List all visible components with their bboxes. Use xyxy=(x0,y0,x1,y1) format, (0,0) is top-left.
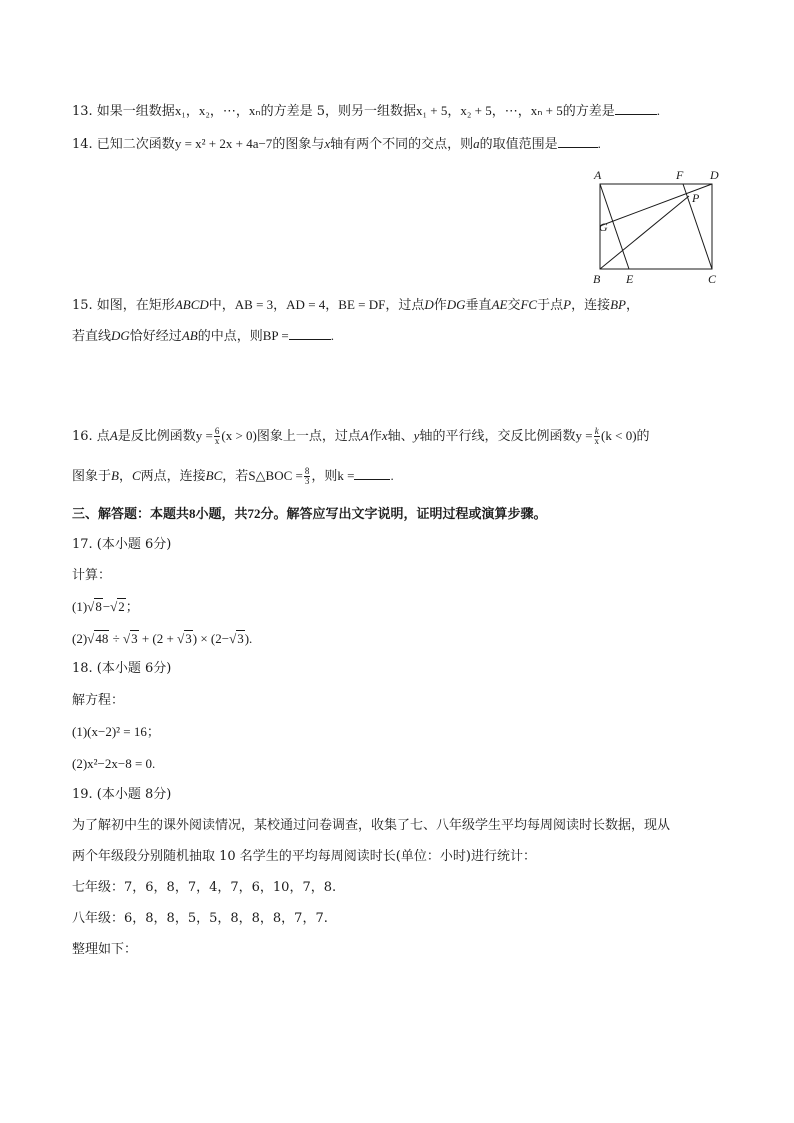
q19-grade-7-data: 七年级：7，6，8，7，4，7，6，10，7，8. xyxy=(72,880,337,895)
q16-axis: x xyxy=(381,428,388,443)
q15-segment: AB xyxy=(181,328,198,343)
q15-segment: DG xyxy=(446,297,466,312)
numerator: k xyxy=(594,426,599,436)
radicand: 2 xyxy=(118,599,125,614)
q15-text: ， xyxy=(625,298,639,313)
q19-paragraph-2: 两个年级段分别随机抽取 10 名学生的平均每周阅读时长(单位：小时)进行统计： xyxy=(72,849,536,864)
q16-text: 两点，连接 xyxy=(140,469,206,484)
segment-bp xyxy=(600,196,689,269)
part-label: (2) xyxy=(72,631,88,646)
q13-text: 13. 如果一组数据 xyxy=(72,104,175,119)
q16-text: ，若 xyxy=(222,469,249,484)
q15-segment: AE xyxy=(491,297,508,312)
answer-blank xyxy=(615,102,657,115)
q16-text: 图象于 xyxy=(72,469,112,484)
q16-func: y = xyxy=(195,428,213,443)
label-e: E xyxy=(626,272,634,286)
punct: ； xyxy=(125,599,139,614)
q14-function: y = x² + 2x + 4a−7 xyxy=(174,136,273,151)
radicand: 3 xyxy=(185,631,192,646)
section-count: 8 xyxy=(189,506,196,521)
q16-axis: y xyxy=(413,428,420,443)
q15-text: 的中点，则 xyxy=(197,329,263,344)
answer-blank xyxy=(558,135,598,148)
rectangle-figure xyxy=(588,164,728,290)
q14-text-mid: 的图象与 xyxy=(272,137,325,152)
q15-text: 恰好经过 xyxy=(129,329,182,344)
question-13: 13. 如果一组数据x₁，x₂，⋯，xₙ的方差是 5，则另一组数据x₁ + 5，x₂ + 5，⋯，xₙ + 5的方差是 . xyxy=(72,103,660,119)
q18-part-2: (2)x²−2x−8 = 0. xyxy=(72,756,156,771)
q17-heading: 17. (本小题 6分) xyxy=(72,537,172,552)
question-14: 14. 已知二次函数y = x² + 2x + 4a−7的图象与x轴有两个不同的交点，则a的取值范围是 . xyxy=(72,136,601,152)
q19-organize: 整理如下： xyxy=(72,942,138,957)
q16-text: 轴的平行线，交反比例函数 xyxy=(419,429,576,444)
question-15-line-2: 若直线DG恰好经过AB的中点，则BP = . xyxy=(72,328,334,344)
q15-segment: BP xyxy=(610,297,626,312)
fraction xyxy=(214,427,221,446)
q16-point: A xyxy=(109,428,118,443)
denominator: x xyxy=(214,436,220,446)
q18-instruction: 解方程： xyxy=(72,693,125,708)
q16-text: ， xyxy=(118,469,132,484)
q15-segment: DG xyxy=(111,328,130,343)
q16-func-domain: (k < 0) xyxy=(601,428,637,443)
q14-text-mid2: 轴有两个不同的交点，则 xyxy=(330,137,474,152)
operator: ÷ xyxy=(109,631,123,646)
section-title: 三、解答题：本题共 xyxy=(72,507,190,522)
q15-text: 15. 如图，在矩形 xyxy=(72,298,175,313)
q15-text: 作 xyxy=(433,298,447,313)
q15-text: 交 xyxy=(507,298,521,313)
q16-point: B xyxy=(111,468,119,483)
q16-func-domain: (x > 0) xyxy=(221,428,257,443)
q15-point: D xyxy=(424,297,434,312)
q15-segment: FC xyxy=(520,297,538,312)
numerator: 8 xyxy=(304,466,310,476)
label-d: D xyxy=(710,168,719,182)
q16-text: 16. 点 xyxy=(72,429,110,444)
expr: ) × (2− xyxy=(192,631,230,646)
expr: ). xyxy=(244,631,253,646)
answer-blank xyxy=(354,467,390,480)
label-a: A xyxy=(594,168,602,182)
q15-conditions: AB = 3，AD = 4，BE = DF xyxy=(234,297,386,312)
q15-text: 中， xyxy=(208,298,235,313)
q15-text: 垂直 xyxy=(465,298,492,313)
q14-axis: x xyxy=(324,136,331,151)
q16-text: ，则 xyxy=(311,469,338,484)
question-16-line-2: 图象于B，C两点，连接BC，若S△BOC = $\frac{8}{3}$ ，则k = . xyxy=(72,466,394,486)
radicand: 3 xyxy=(237,631,244,646)
label-f: F xyxy=(676,168,684,182)
q19-heading: 19. (本小题 8分) xyxy=(72,787,172,802)
denominator: 3 xyxy=(304,476,310,486)
radicand: 8 xyxy=(95,599,102,614)
q13-text-mid: 的方差是 5，则另一组数据 xyxy=(260,104,416,119)
q14-var: a xyxy=(473,136,480,151)
q16-text: 的 xyxy=(636,429,650,444)
section-score: 72 xyxy=(247,506,261,521)
q16-segment: BC xyxy=(205,468,223,483)
label-p: P xyxy=(692,191,700,205)
q15-text: 若直线 xyxy=(72,329,112,344)
q16-text: 是反比例函数 xyxy=(117,429,196,444)
fraction xyxy=(594,427,601,446)
label-c: C xyxy=(708,272,717,286)
section-title: 小题，共 xyxy=(195,507,248,522)
q15-text: ，过点 xyxy=(385,298,425,313)
q15-point: P xyxy=(563,297,572,312)
question-16-line-1 xyxy=(72,427,650,446)
q16-text: 图象上一点，过点 xyxy=(256,429,361,444)
q15-text: ，连接 xyxy=(571,298,611,313)
section-3-heading xyxy=(72,505,547,524)
label-b: B xyxy=(593,272,601,286)
q16-text: 作 xyxy=(368,429,382,444)
expr: + (2 + xyxy=(138,631,178,646)
q16-point: C xyxy=(131,468,141,483)
radicand: 3 xyxy=(131,631,138,646)
q16-point: A xyxy=(360,428,369,443)
q13-text-suffix: 的方差是 xyxy=(562,104,615,119)
q16-text: 轴、 xyxy=(387,429,414,444)
operator: − xyxy=(102,599,111,614)
label-g: G xyxy=(599,220,608,234)
q14-text: 14. 已知二次函数 xyxy=(72,137,175,152)
q15-answer-prefix: BP = xyxy=(262,328,289,343)
q18-part-1: (1)(x−2)² = 16； xyxy=(72,724,160,739)
section-title: 分。解答应写出文字说明，证明过程或演算步骤。 xyxy=(260,507,547,522)
q16-func: y = xyxy=(575,428,593,443)
q13-data-list-2: x₁ + 5，x₂ + 5，⋯，xₙ + 5 xyxy=(415,103,563,118)
q16-area: S△BOC = xyxy=(248,468,303,483)
numerator: 6 xyxy=(214,426,220,436)
q19-grade-8-data: 八年级：6，8，8，5，5，8，8，8，7，7. xyxy=(72,911,328,926)
q15-rect: ABCD xyxy=(174,297,209,312)
q13-data-list: x₁，x₂，⋯，xₙ xyxy=(174,103,261,118)
fraction xyxy=(304,467,311,486)
q16-answer-prefix: k = xyxy=(337,468,355,483)
q17-part-1: (1)√8−√2； xyxy=(72,599,139,614)
radicand: 48 xyxy=(95,631,109,646)
denominator: x xyxy=(594,436,600,446)
part-label: (1) xyxy=(72,599,88,614)
q17-part-2: (2)√48 ÷ √3 + (2 + √3) × (2−√3). xyxy=(72,631,253,646)
q19-paragraph-1: 为了解初中生的课外阅读情况，某校通过问卷调查，收集了七、八年级学生平均每周阅读时长数据，现从 xyxy=(72,818,671,833)
q14-text-suffix: 的取值范围是 xyxy=(479,137,558,152)
question-15-line-1 xyxy=(72,296,639,315)
q18-heading: 18. (本小题 6分) xyxy=(72,661,172,676)
q15-text: 于点 xyxy=(537,298,564,313)
q17-instruction: 计算： xyxy=(72,568,112,583)
answer-blank xyxy=(289,327,331,340)
